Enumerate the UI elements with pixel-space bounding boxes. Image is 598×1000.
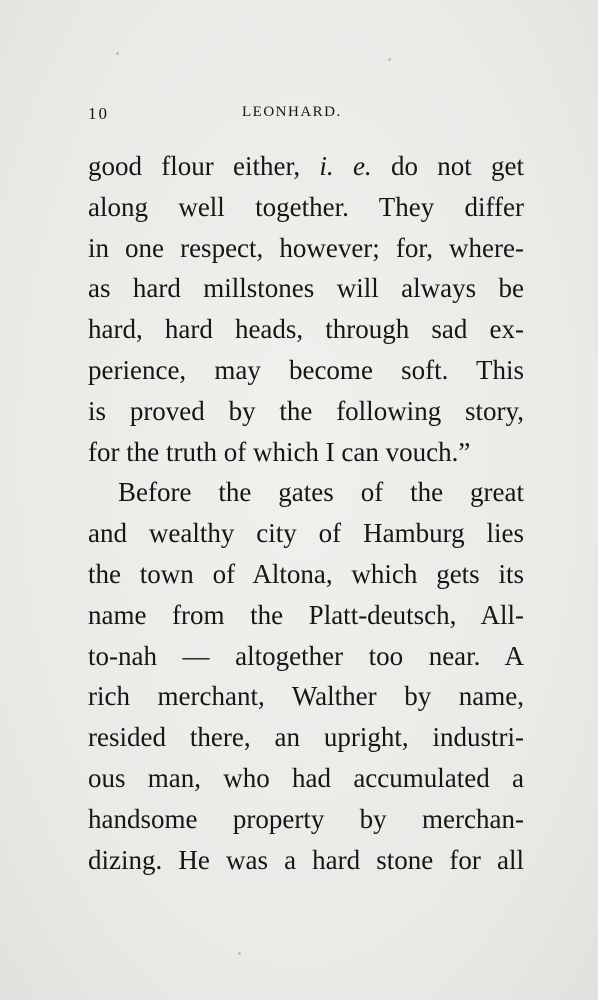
page-number: 10 <box>88 104 109 123</box>
text-line: resided there, an upright, industri- <box>88 722 524 753</box>
text-line: handsome property by merchan- <box>88 803 524 834</box>
text-line: ous man, who had accumulated a <box>88 762 524 793</box>
text-line: along well together. They differ <box>88 191 524 222</box>
running-title: LEONHARD. <box>242 104 342 120</box>
running-head <box>88 104 524 128</box>
paper-speck <box>116 52 119 55</box>
paper-speck <box>388 58 391 61</box>
text-line: the town of Altona, which gets its <box>88 558 524 589</box>
text-line: rich merchant, Walther by name, <box>88 681 524 712</box>
text-line: perience, may become soft. This <box>88 354 524 385</box>
text-line: in one respect, however; for, where- <box>88 232 524 263</box>
text-line: and wealthy city of Hamburg lies <box>88 518 524 549</box>
text-line: as hard millstones will always be <box>88 273 524 304</box>
paper-speck <box>238 952 241 955</box>
italic-abbreviation: i. e. <box>319 151 372 181</box>
text-span: good flour either, <box>88 151 320 181</box>
text-line: is proved by the following story, <box>88 395 524 426</box>
text-line: to-nah — altogether too near. A <box>88 640 524 671</box>
text-line: name from the Platt-deutsch, All- <box>88 599 524 630</box>
text-line: for the truth of which I can vouch.” <box>88 436 471 467</box>
text-line: hard, hard heads, through sad ex- <box>88 314 524 345</box>
text-line: dizing. He was a hard stone for all <box>88 844 524 875</box>
body-text <box>88 146 524 880</box>
text-span: do not get <box>371 151 524 181</box>
text-line <box>88 146 524 187</box>
text-line: Before the gates of the great <box>118 477 524 508</box>
